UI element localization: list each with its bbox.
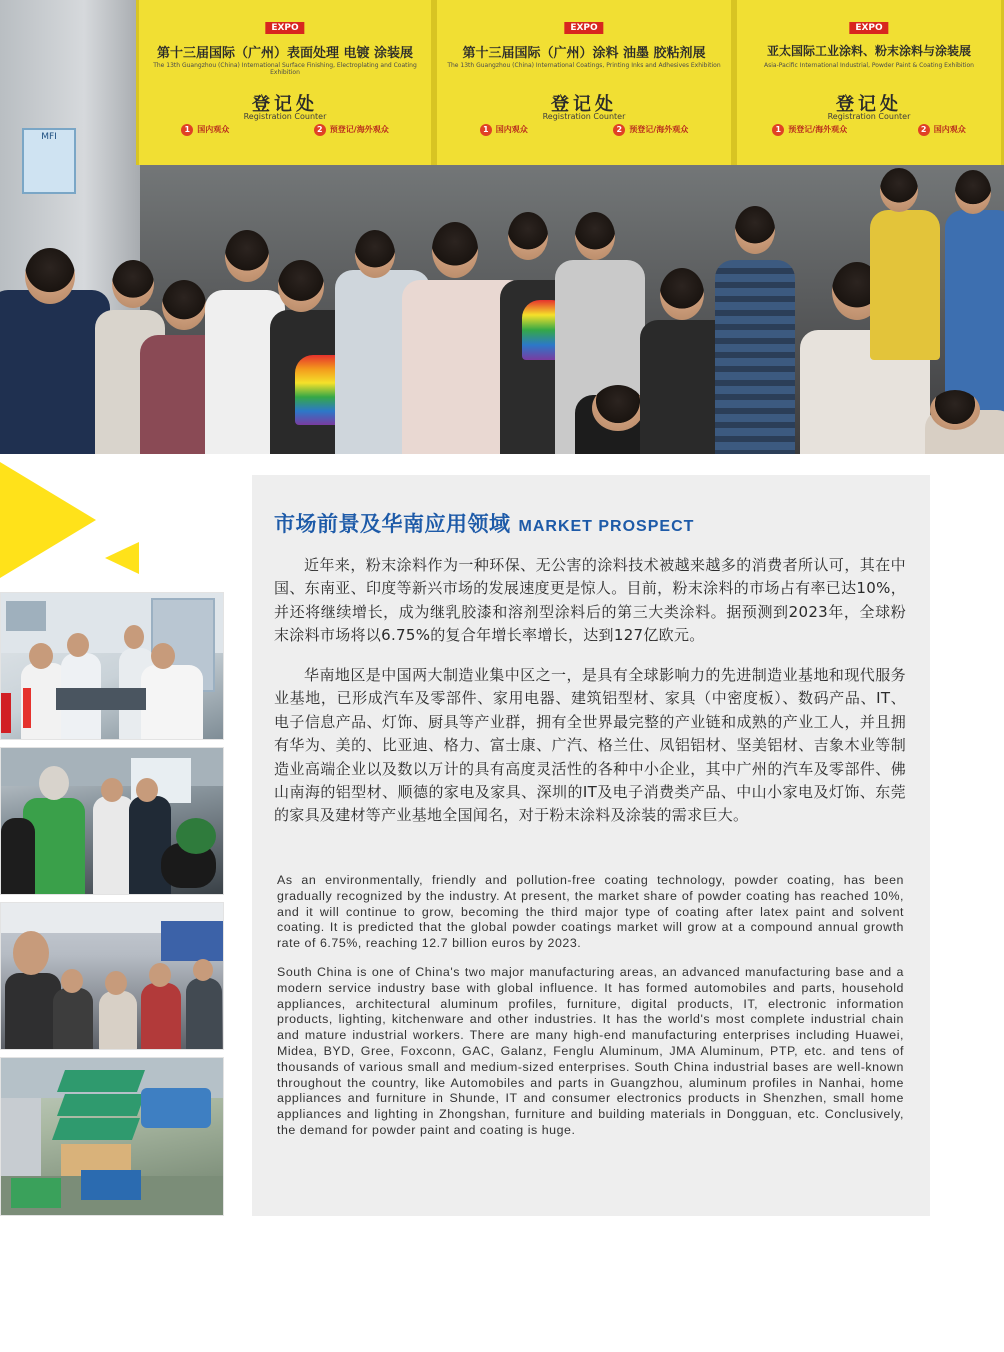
booth-options: [437, 124, 731, 136]
booth-title: 亚太国际工业涂料、粉末涂料与涂装展: [766, 44, 971, 58]
expo-logo: EXPO: [849, 22, 888, 34]
booth-option: 2 预登记/海外观众: [613, 124, 688, 136]
wall-sign: MFI: [22, 128, 76, 194]
booth-option: 1 国内观众: [480, 124, 528, 136]
yellow-small-triangle-decoration: [105, 542, 139, 574]
paragraph-zh-south-china: 华南地区是中国两大制造业集中区之一，是具有全球影响力的先进制造业基地和现代服务业基地，已形成汽车及零部件、家用电器、建筑铝型材、家具（中密度板）、数码产品、IT、电子信息产品、灯饰、厨具等产业群，拥有全世界最完整的产业链和成熟的产业工人，并且拥有华为、美的、比亚迪、格力、富士康、广汽、格兰仕、凤铝铝材、坚美铝材、吉象木业等制造业高端企业以及数以万计的具有高度灵活性的各种中小企业，其中广州的汽车及零部件、佛山南海的铝型材、顺德的家电及家具、深圳的IT及电子消费类产品、中山小家电及灯饰、东莞的家具及建材等产业基地全国闻名，对于粉末涂料及涂装的需求巨大。: [274, 666, 906, 825]
booth-title: 第十三届国际（广州）涂料 油墨 胶粘剂展: [462, 46, 706, 61]
photo-venue-aerial: [0, 1057, 224, 1216]
booth-counter-en: Registration Counter: [243, 112, 327, 121]
crowd: [0, 140, 1004, 454]
booth-subtitle: The 13th Guangzhou (China) International Surface Finishing, Electroplating and Coating Exhibition: [153, 62, 417, 76]
content-panel: [252, 475, 930, 1216]
paragraph-en-market: As an environmentally, friendly and pollution-free coating technology, powder coating, has been gradually recognized by the industry. At present, the market share of powder coating has reached 10%, and it will continue to grow, becoming the third major type of coating after latex paint and solvent coating. It is predicted that the global powder coatings market will grow at a compound annual growth rate of 6.75%, reaching 12.7 billion euros by 2023.: [277, 873, 904, 951]
booth-counter: 登记处: [252, 94, 318, 115]
photo-exhibition-aisle: [0, 902, 224, 1050]
hero-photo: [0, 0, 1004, 454]
booth-option: 2 预登记/海外观众: [314, 124, 389, 136]
booth-counter: 登记处: [836, 94, 902, 115]
booth-subtitle: Asia-Pacific International Industrial, Powder Paint & Coating Exhibition: [764, 62, 974, 69]
photo-product-demo: [0, 747, 224, 895]
booth-title: 第十三届国际（广州）表面处理 电镀 涂装展: [156, 46, 414, 61]
booth-options: [737, 124, 1001, 136]
section-title-en: MARKET PROSPECT: [518, 518, 695, 535]
section-title-zh: 市场前景及华南应用领域: [274, 512, 511, 536]
yellow-triangle-decoration: [0, 462, 96, 578]
booth-counter: 登记处: [551, 94, 617, 115]
booth-subtitle: The 13th Guangzhou (China) International Coatings, Printing Inks and Adhesives Exhibition: [447, 62, 721, 69]
expo-logo: EXPO: [564, 22, 603, 34]
booth-option: 1 预登记/海外观众: [772, 124, 847, 136]
booth-counter-en: Registration Counter: [827, 112, 911, 121]
booth-options: [139, 124, 431, 136]
booth-option: 2 国内观众: [918, 124, 966, 136]
booth-option: 1 国内观众: [181, 124, 229, 136]
expo-logo: EXPO: [265, 22, 304, 34]
paragraph-zh-market: 近年来，粉末涂料作为一种环保、无公害的涂料技术被越来越多的消费者所认可，其在中国、东南亚、印度等新兴市场的发展速度更是惊人。目前，粉末涂料的市场占有率已达10%，并还将继续增长，成为继乳胶漆和溶剂型涂料后的第三大类涂料。据预测到2023年，全球粉末涂料市场将以6.75%的复合年增长率增长，达到127亿欧元。: [274, 556, 906, 645]
paragraph-en-south-china: South China is one of China's two major manufacturing areas, an advanced manufacturing base and a modern service industry base with global influence. It has formed automobiles and parts, household appliances, architectural aluminum profiles, furniture, digital products, IT, electronic information products, lighting, kitchenware and other industries. It has the world's most complete industrial chain and mature industrial workers. There are many high-end manufacturing enterprises including Huawei, Midea, BYD, Gree, Foxconn, GAC, Galanz, Fenglu Aluminum, JMA Aluminum, PTP, etc. and tens of thousands of various small and medium-sized enterprises. South China industrial bases are well-known throughout the country, like Automobiles and parts in Guangzhou, aluminum profiles in Nanhai, home appliances and furniture in Shunde, IT and consumer electronics products in Shenzhen, small home appliances and lighting in Zhongshan, furniture and building materials in Dongguan, etc. Conclusively, the demand for powder paint and coating is huge.: [277, 965, 904, 1137]
section-title: [274, 508, 914, 538]
photo-business-meeting: [0, 592, 224, 740]
booth-counter-en: Registration Counter: [542, 112, 626, 121]
